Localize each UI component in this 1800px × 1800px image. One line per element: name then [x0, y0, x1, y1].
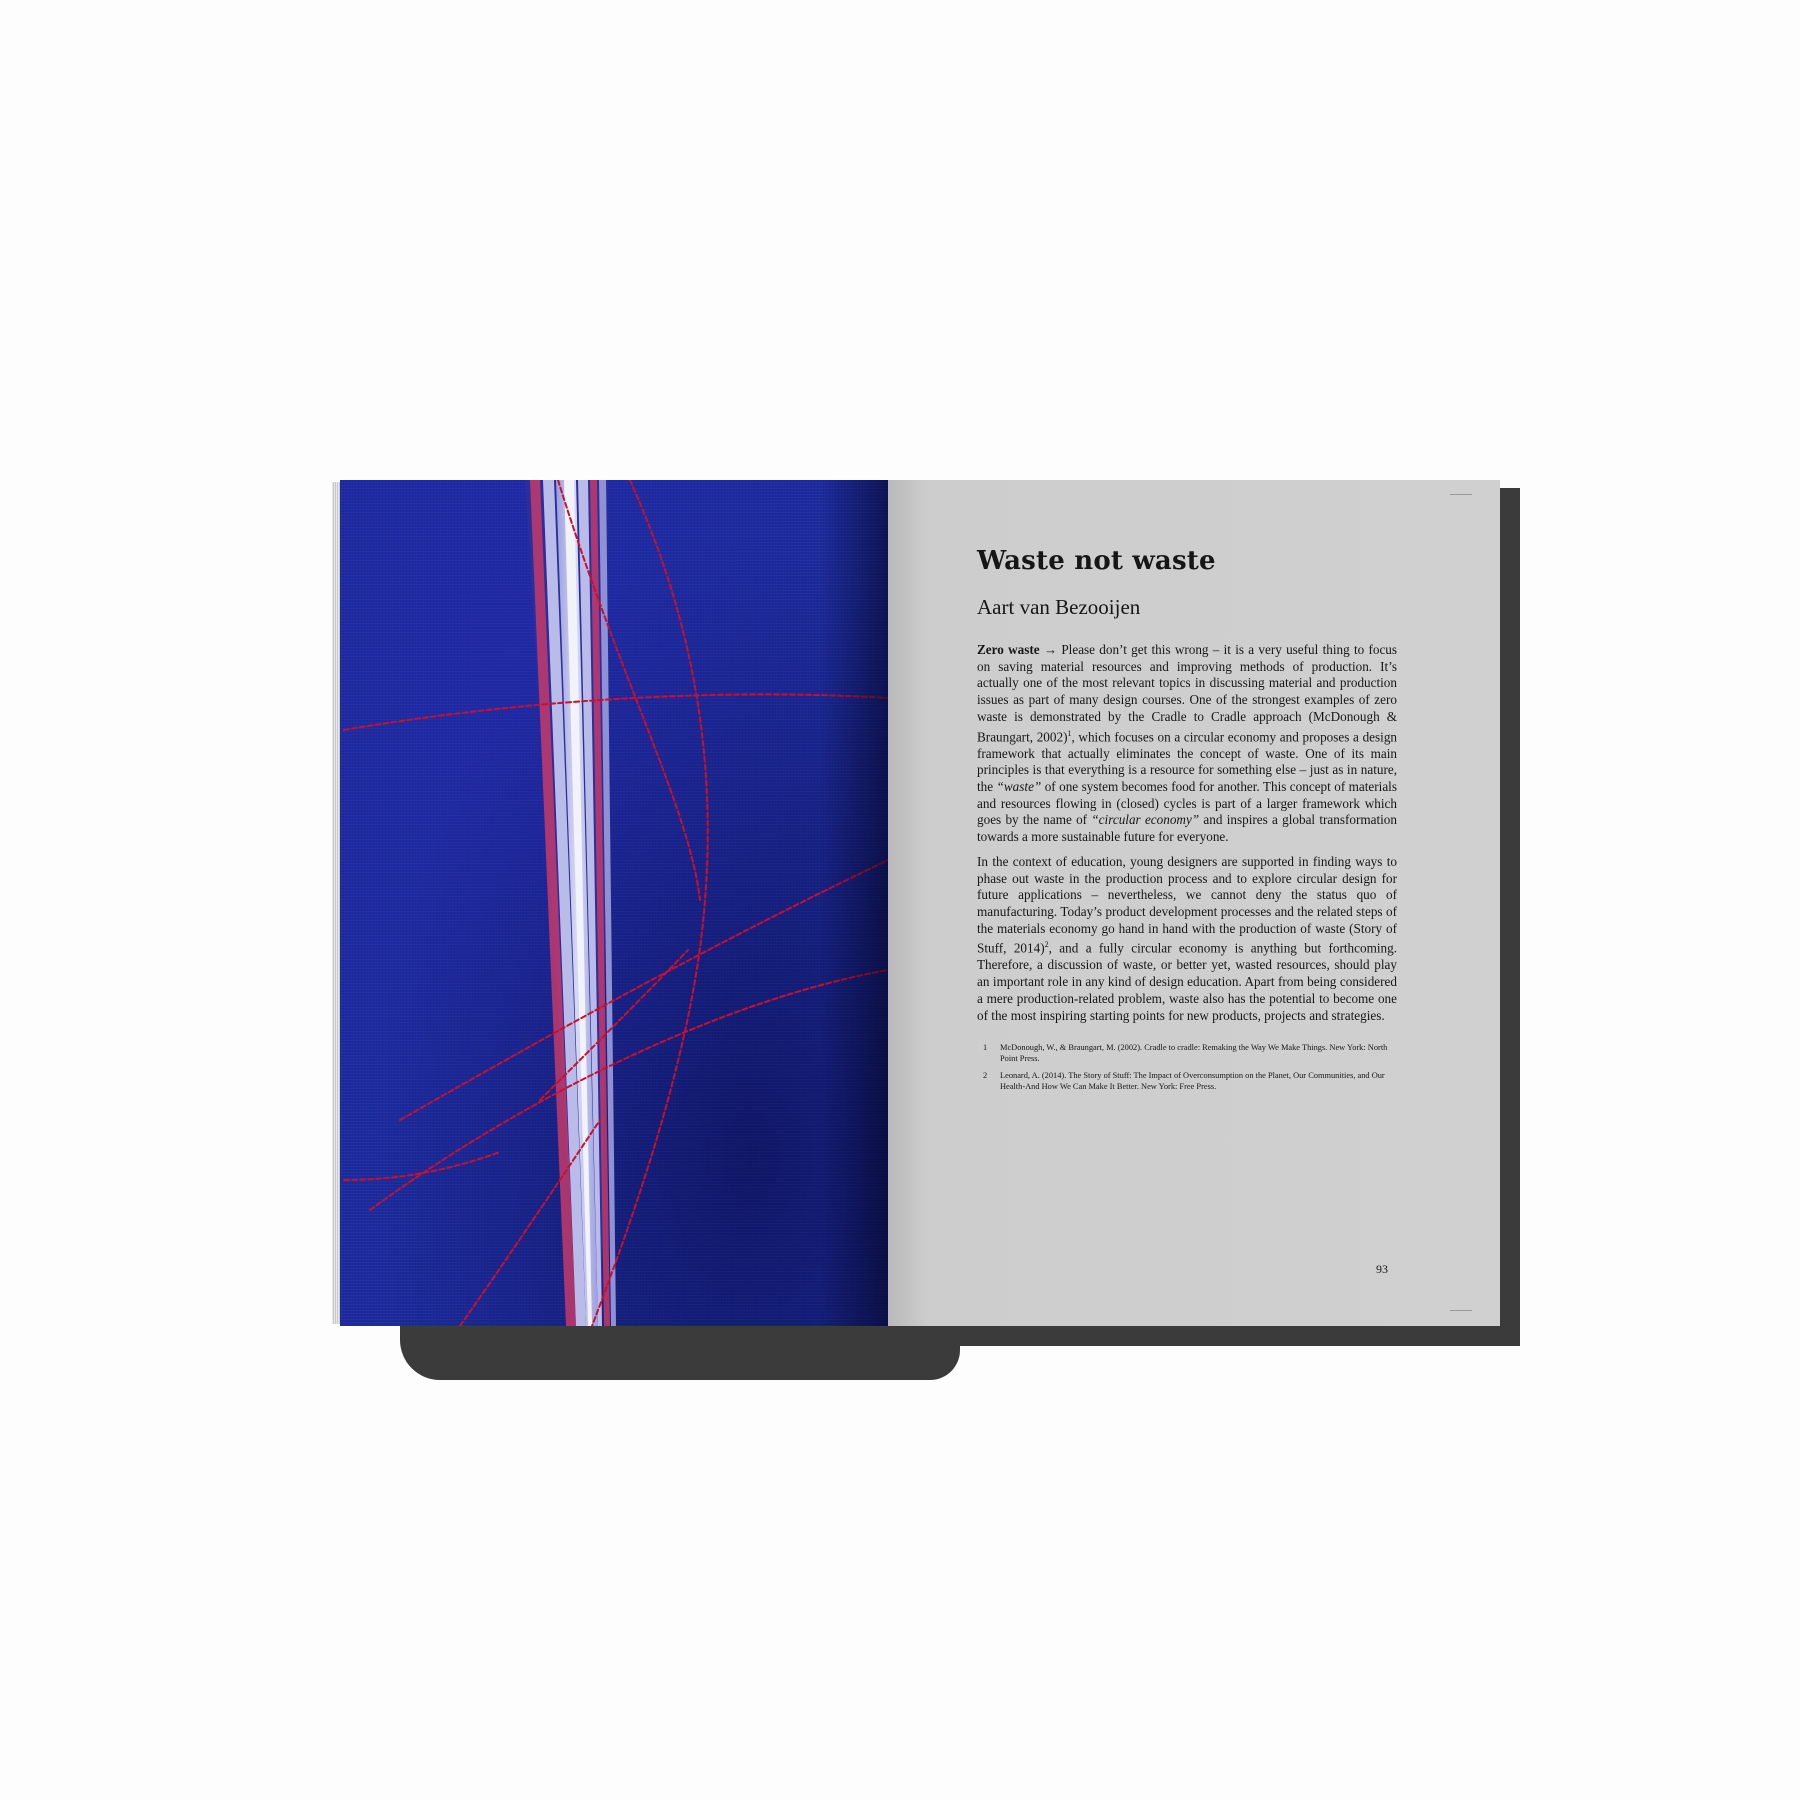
article: [977, 540, 1397, 1098]
footnote-number: 1: [983, 1043, 988, 1053]
italic-term: “waste”: [996, 779, 1042, 795]
paragraph-text: and inspires a global transformation towards a more sustainable future for everyone.: [977, 812, 1397, 845]
book-shadow-bottom: [400, 1326, 960, 1380]
article-title: Waste not waste: [977, 546, 1216, 576]
crop-mark-top: [1450, 494, 1472, 495]
fabric-illustration: [340, 480, 888, 1326]
paragraph-text: , which focuses on a circular economy and proposes a design framework that actually eliminates the concept of waste. One of its main principles is that everything is a resource for something else – just as in nature, the: [977, 728, 1398, 795]
footnote-ref: 1: [1067, 728, 1072, 738]
arrow-glyph: →: [1039, 642, 1062, 657]
footnote-ref: 2: [1044, 940, 1049, 950]
crop-mark-bottom: [1450, 1310, 1472, 1311]
paragraph-zero-waste: [977, 642, 1397, 846]
footnotes: [977, 1042, 1397, 1092]
paragraph-lead: Zero waste: [977, 642, 1040, 657]
paragraph-education: [977, 854, 1397, 1024]
italic-term: “circular economy”: [1091, 812, 1200, 828]
fabric-photo: [340, 480, 888, 1326]
footnote-number: 2: [983, 1071, 988, 1081]
paragraph-text: of one system becomes food for another. This concept of materials and resources flowing in (closed) cycles is part of a larger framework which goes by the name of: [977, 779, 1397, 828]
page-number: 93: [1376, 1262, 1388, 1276]
footnote: [977, 1042, 1397, 1064]
gutter-shadow: [820, 480, 890, 1326]
paragraph-text: Please don’t get this wrong – it is a very useful thing to focus on saving material resources and improving methods of production. It’s actually one of the most relevant topics in discussing material and production issues as part of many design courses. One of the strongest examples of zero waste is demonstrated by the Cradle to Cradle approach (McDonough & Braungart, 2002): [977, 642, 1398, 744]
paragraph-text: , and a fully circular economy is anything but forthcoming. Therefore, a discussion of waste, or better yet, wasted resources, should play an important role in any kind of design education. Apart from being considered a mere production-related problem, waste also has the potential to become one of the most inspiring starting points for new products, projects and strategies.: [977, 940, 1397, 1023]
footnote-text: McDonough, W., & Braungart, M. (2002). Cradle to cradle: Remaking the Way We Make Things. New York: North Point Press.: [1000, 1043, 1388, 1064]
paragraph-text: In the context of education, young designers are supported in finding ways to phase out waste in the production process and to explore circular design for future applications – nevertheless, we cannot deny the status quo of manufacturing. Today’s product development processes and the related steps of the materials economy go hand in hand with the production of waste (Story of Stuff, 2014): [977, 853, 1397, 956]
footnote-text: Leonard, A. (2014). The Story of Stuff: The Impact of Overconsumption on the Planet, Our Communities, and Our Health-And How We Can Make It Better. New York: Free Press.: [1000, 1071, 1385, 1092]
footnote: [977, 1070, 1397, 1092]
article-author: Aart van Bezooijen: [977, 595, 1141, 619]
woven-stripe: [525, 480, 616, 1326]
red-threads: [344, 480, 888, 1326]
